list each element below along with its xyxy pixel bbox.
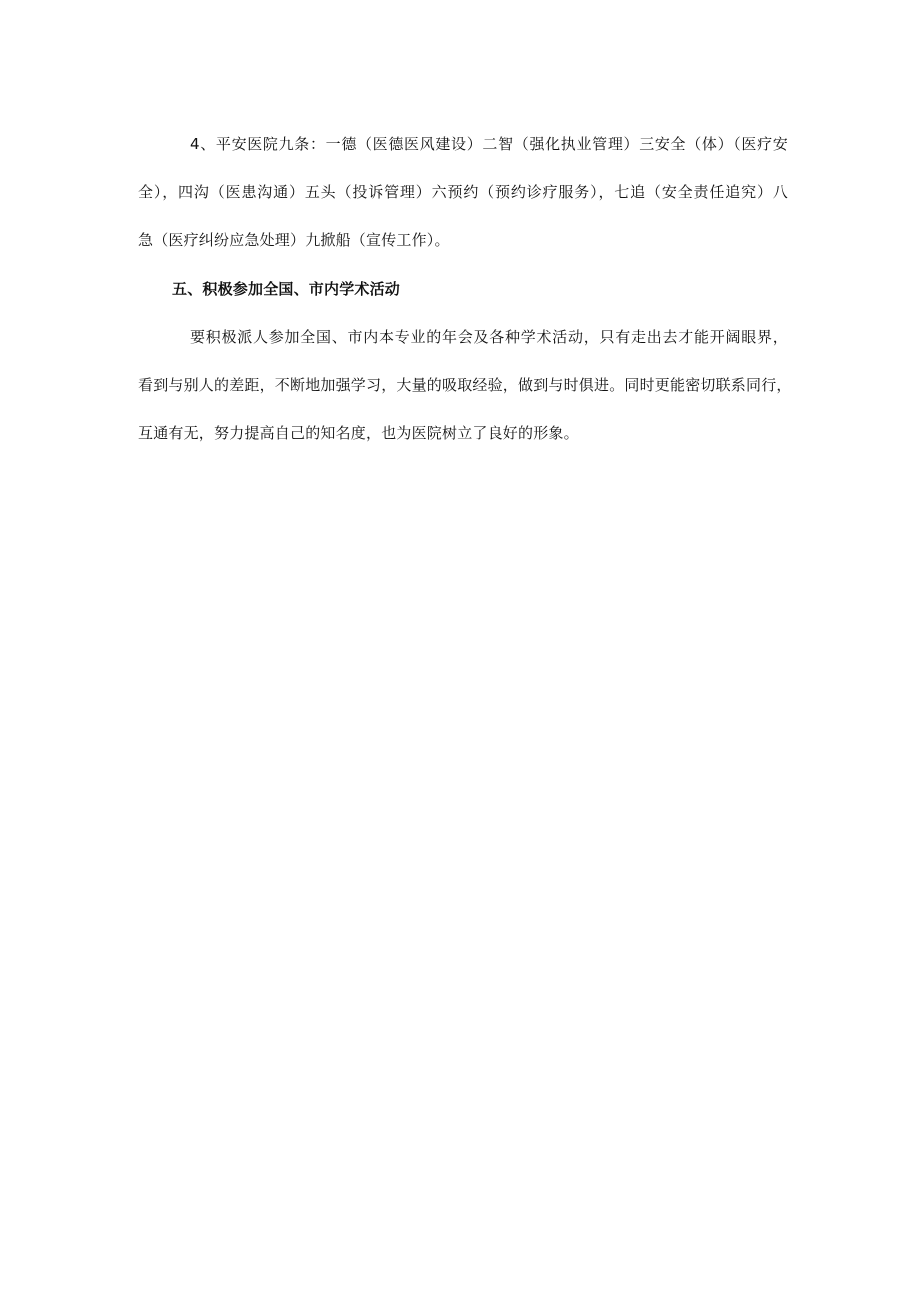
paragraph-1-line-3: 急（医疗纠纷应急处理）九掀船（宣传工作）。	[138, 231, 450, 249]
paragraph-1-line-1: 4、平安医院九条：一德（医德医风建设）二智（强化执业管理）三安全（体）（医疗安	[190, 135, 788, 153]
section-5-line-3: 互通有无，努力提高自己的知名度，也为医院树立了良好的形象。	[138, 424, 579, 442]
paragraph-1-line-2: 全），四沟（医患沟通）五头（投诉管理）六预约（预约诊疗服务），七追（安全责任追究）八	[138, 183, 788, 201]
section-5-line-2: 看到与别人的差距，不断地加强学习，大量的吸取经验，做到与时俱进。同时更能密切联系同行，	[138, 376, 792, 394]
section-5-line-1: 要积极派人参加全国、市内本专业的年会及各种学术活动，只有走出去才能开阔眼界，	[190, 328, 788, 346]
section-5-heading: 五、积极参加全国、市内学术活动	[172, 280, 401, 298]
